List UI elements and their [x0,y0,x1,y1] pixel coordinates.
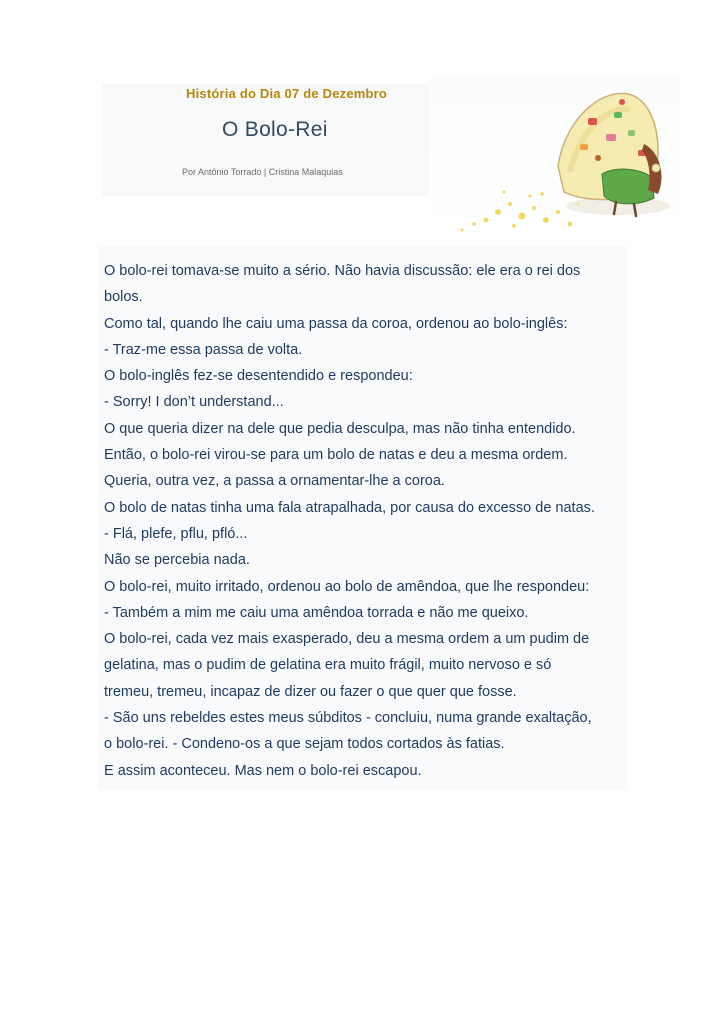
bolo-rei-icon [438,74,680,236]
story-line: E assim aconteceu. Mas nem o bolo-rei escapou. [104,762,422,779]
story-line: O bolo-inglês fez-se desentendido e respondeu: [104,368,413,385]
story-line: o bolo-rei. - Condeno-os a que sejam todos cortados às fatias. [104,736,505,753]
story-text [104,258,634,784]
story-line: O bolo-rei, cada vez mais exasperado, deu a mesma ordem a um pudim de [104,631,590,648]
story-line: Como tal, quando lhe caiu uma passa da coroa, ordenou ao bolo-inglês: [104,315,568,332]
story-line: tremeu, tremeu, incapaz de dizer ou fazer o que quer que fosse. [104,683,517,700]
crumbs-decoration [461,191,580,232]
story-line: Não se percebia nada. [104,552,250,569]
story-line: O bolo-rei tomava-se muito a sério. Não havia discussão: ele era o rei dos [104,263,581,279]
series-title: História do Dia 07 de Dezembro [186,86,388,101]
story-line: - Sorry! I don’t understand... [104,394,284,411]
story-line: O bolo-rei, muito irritado, ordenou ao bolo de amêndoa, que lhe respondeu: [104,578,590,595]
story-line: O bolo de natas tinha uma fala atrapalhada, por causa do excesso de natas. [104,499,595,516]
page-title: O Bolo-Rei [222,118,328,141]
story-line: bolos. [104,289,143,306]
byline: Por Antônio Torrado | Cristina Malaquias [182,167,343,177]
story-line: - Flá, plefe, pflu, pfló... [104,525,248,542]
story-line: - São uns rebeldes estes meus súbditos - concluiu, numa grande exaltação, [104,710,592,727]
story-line: - Traz-me essa passa de volta. [104,341,303,358]
story-line: - Também a mim me caiu uma amêndoa torrada e não me queixo. [104,604,529,621]
story-line: gelatina, mas o pudim de gelatina era muito frágil, muito nervoso e só [104,657,552,674]
bolo-rei-illustration [438,74,680,236]
story-line: Então, o bolo-rei virou-se para um bolo de natas e deu a mesma ordem. [104,447,568,464]
story-line: O que queria dizer na dele que pedia desculpa, mas não tinha entendido. [104,420,576,437]
story-line: Queria, outra vez, a passa a ornamentar-lhe a coroa. [104,473,445,490]
